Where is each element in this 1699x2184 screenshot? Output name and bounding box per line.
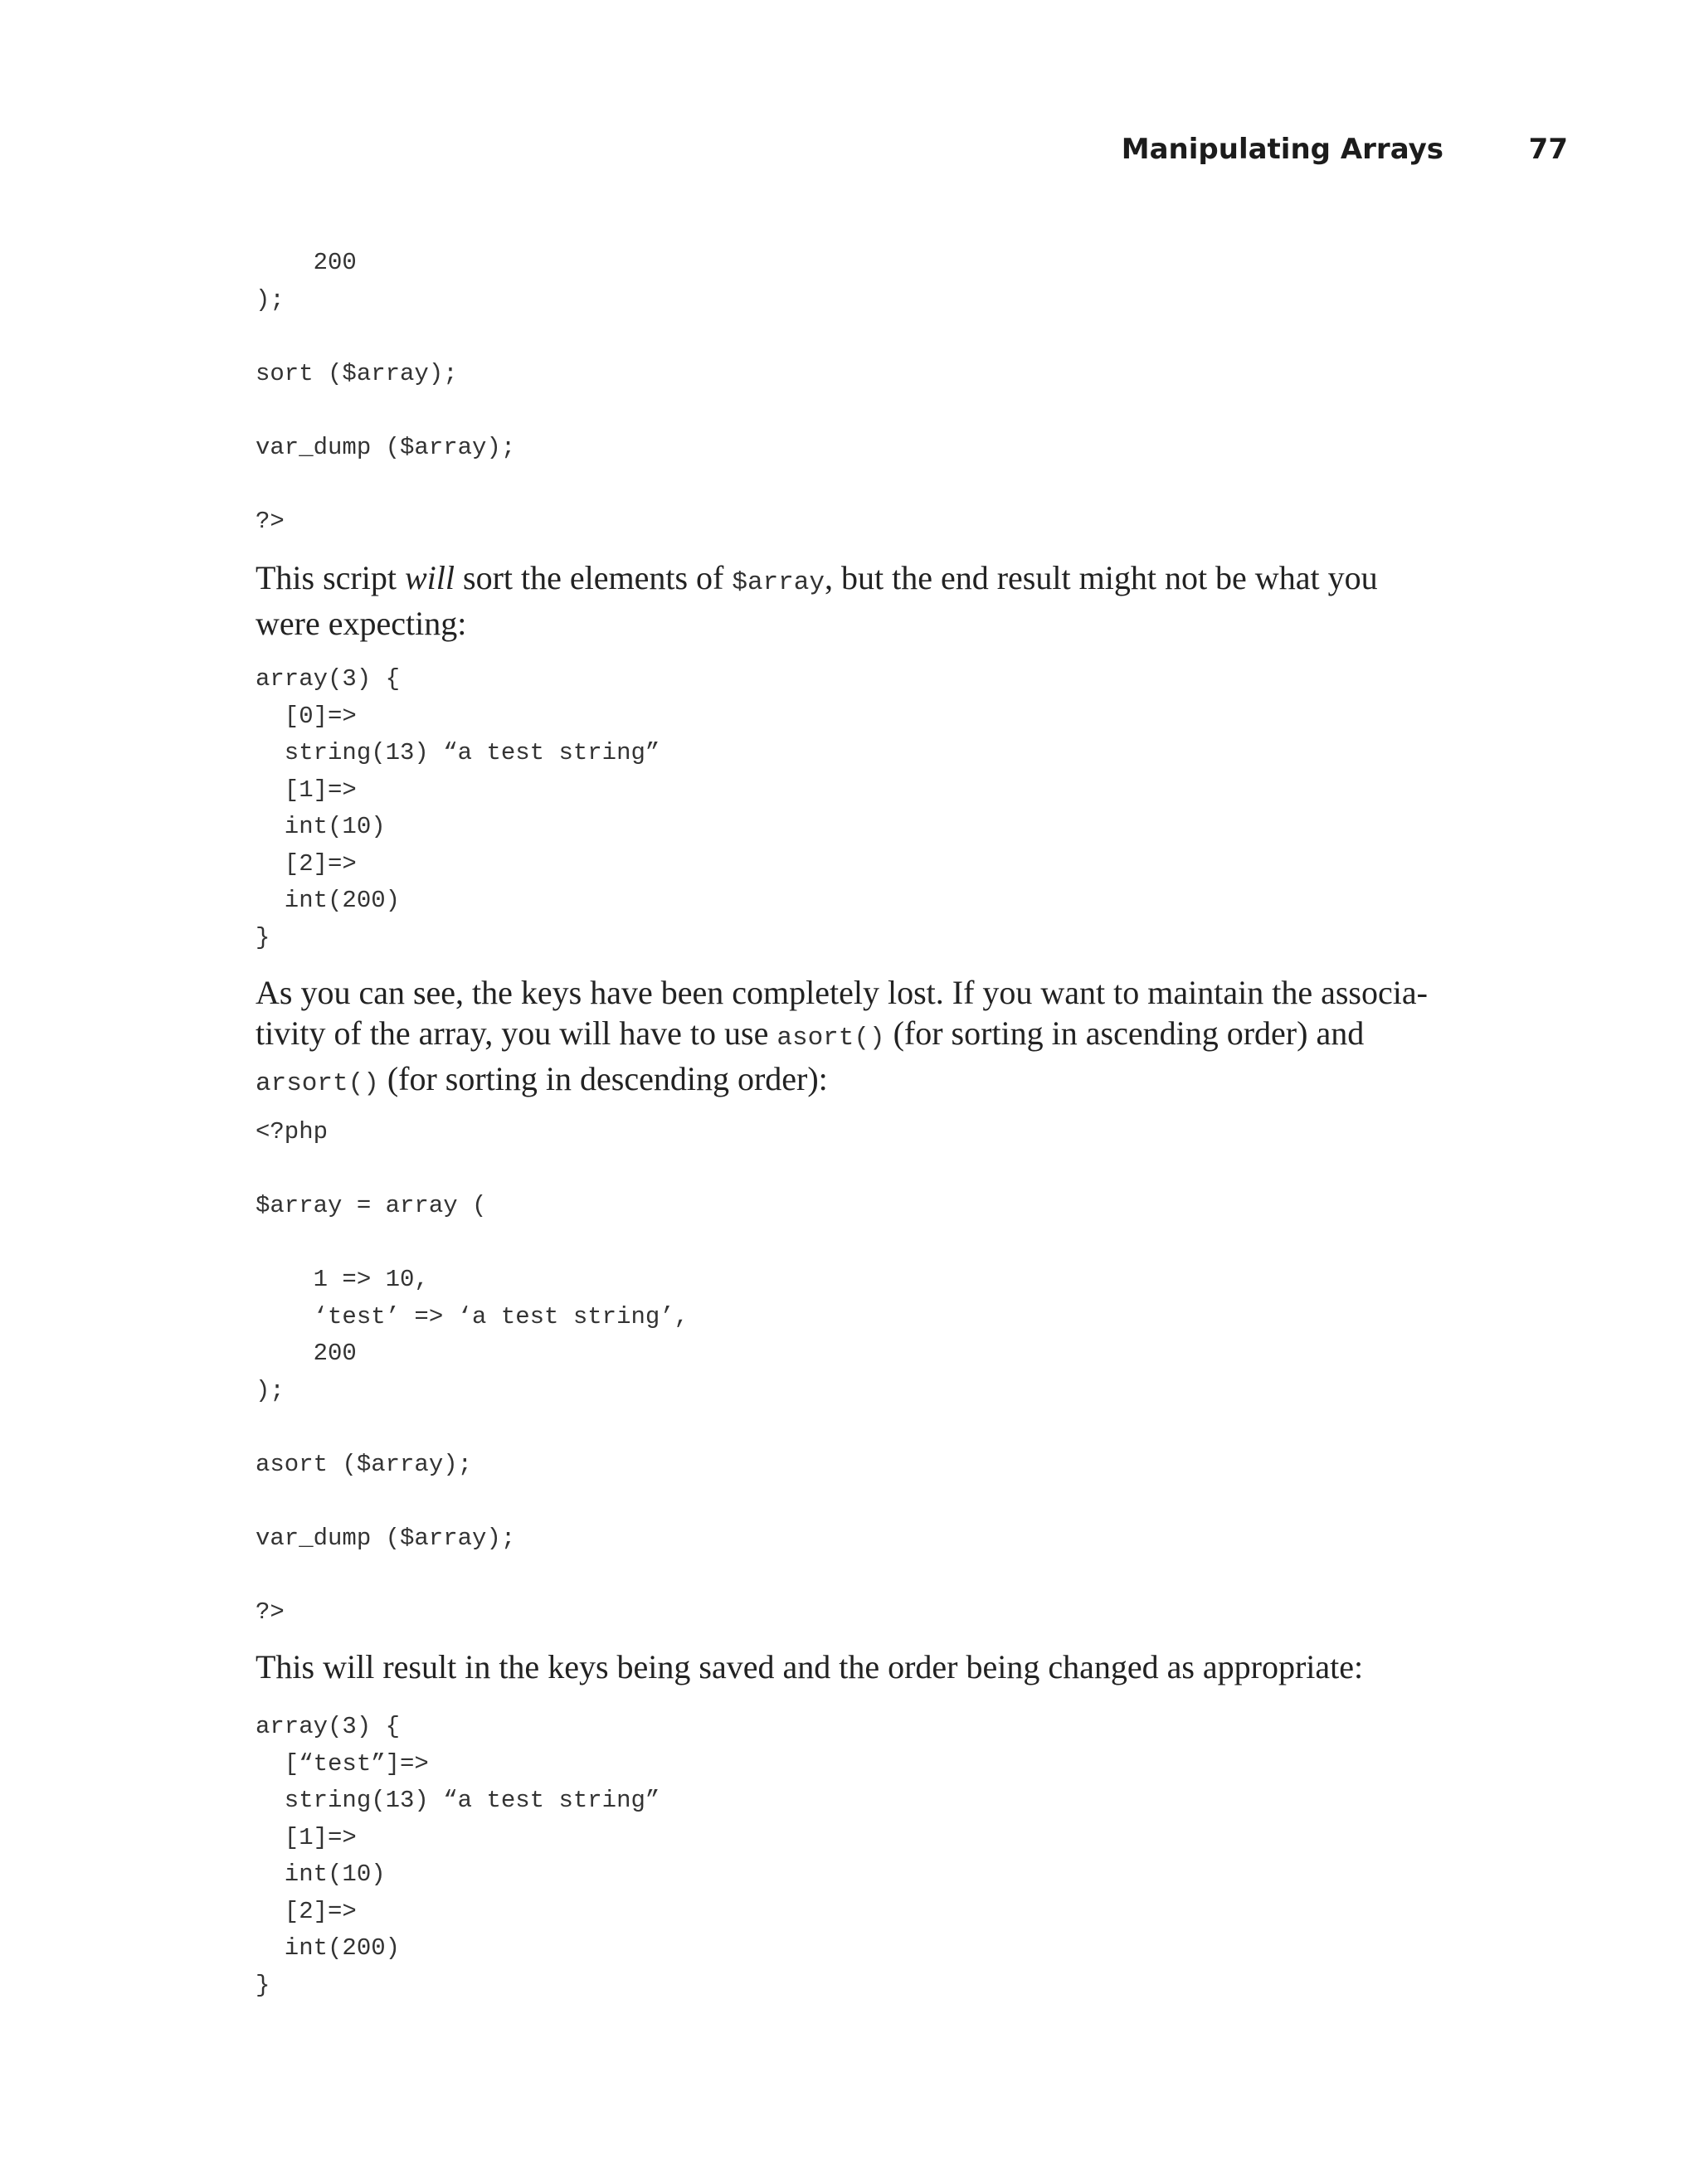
page-number: 77 [1528,133,1568,166]
para2-inline-code-arsort: arsort() [256,1069,379,1098]
paragraph-keys-saved: This will result in the keys being saved and the order being changed as appropriate: [256,1648,1364,1685]
para1-inline-code: $array [732,568,825,597]
para2-text-post: (for sorting in descending order): [378,1060,828,1097]
para1-text-mid: sort the elements of [455,559,733,596]
code-block-asort-output: array(3) { [“test”]=> string(13) “a test string” [1]=> int(10) [2]=> int(200) } [256,1713,660,1999]
code-block-sort-output: array(3) { [0]=> string(13) “a test string” [1]=> int(10) [2]=> int(200) } [256,665,660,951]
para1-text-pre: This script [256,559,405,596]
para2-text-pre: As you can see, the keys have been completely lost. If you want to maintain the associa-tivity of the array, you will have to use [256,974,1428,1052]
para1-emphasis: will [404,559,455,596]
para2-inline-code-asort: asort() [776,1024,885,1053]
code-block-sort: 200 ); sort ($array); var_dump ($array); ?> [256,249,516,535]
code-block-asort: <?php $array = array ( 1 => 10, ‘test’ => ‘a test string’, 200 ); asort ($array); var_dump ($array); ?> [256,1118,689,1626]
para1-text-post: , but the end result might not be what you were expecting: [256,559,1378,642]
para2-text-mid: (for sorting in ascending order) and [884,1014,1365,1052]
header-title: Manipulating Arrays [1121,133,1443,166]
paragraph-keys-lost [256,972,1442,1104]
paragraph-sort-result [256,557,1442,644]
